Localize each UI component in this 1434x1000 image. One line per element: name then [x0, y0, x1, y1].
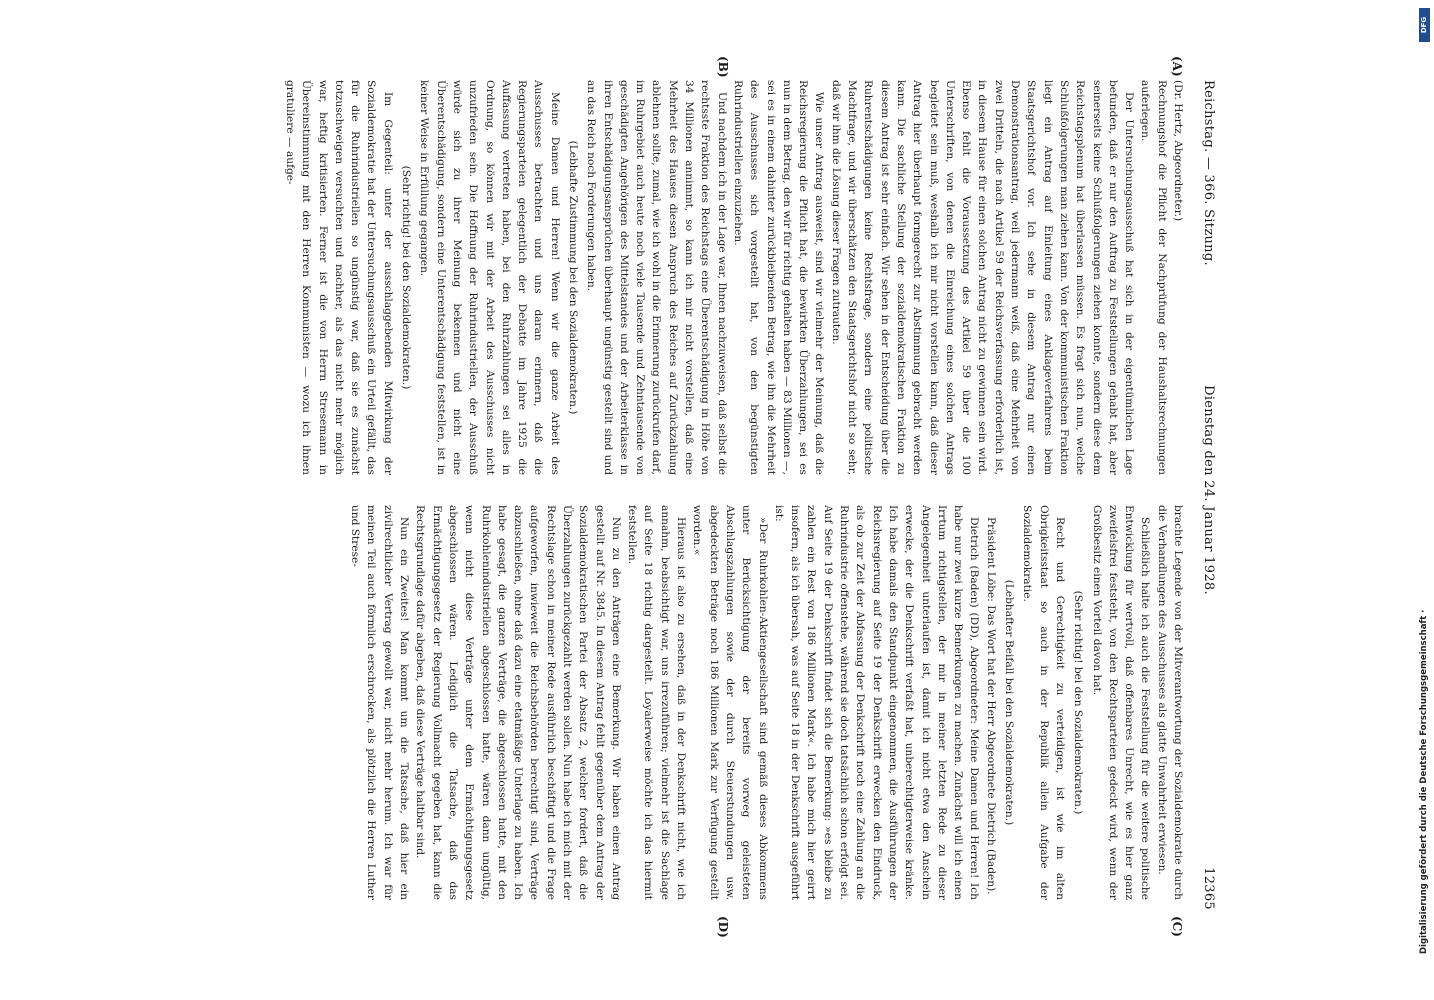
dfg-logo-text: DFG [1420, 16, 1428, 34]
paragraph: Dietrich (Baden) (DD), Abgeordneter: Meine Damen und Herren! Ich habe nur zwei kurze Bemerkungen zu machen. Zunächst will ich einen Irrtum richtigstellen, der mir in meiner letzten Rede zu dieser Angelegenheit unterlaufen ist, damit ich nicht etwa den Anschein erwecke, der die Denkschrift verfaßt hat, unberechtigterweise kränke. Ich habe damals den Standpunkt eingenommen, die Ausführungen der Reichsregierung auf Seite 19 der Denkschrift erwecken den Eindruck, als ob zur Zeit der Abfassung der Denkschrift noch eine Zahlung an die Ruhrindustrie offenstehe, während sie doch tatsächlich schon erfolgt sei. Auf Seite 19 der Denkschrift findet sich die Bemerkung: »es bleibe zu zahlen ein Rest von 186 Millionen Mark«. Ich habe mich hier geirrt insofern, als ich übersah, was auf Seite 18 in der Denkschrift ausgeführt ist: [772, 505, 981, 900]
margin-marker-b: (B) [716, 56, 730, 78]
margin-marker-c: (C) [1170, 916, 1184, 937]
paragraph: Der Untersuchungsausschuß hat sich in der eigentümlichen Lage befunden, daß er nur den Auftrag zu Feststellungen gehabt hat, aber seinerseits keine Schlußfolgerungen ziehen konnte, sondern diese dem Reichstagsplenum hat überlassen müssen. Es fragt sich nun, welche Schlußfolgerungen man ziehen kann. Von der kommunistischen Fraktion liegt ein Antrag auf Einleitung eines Anklageverfahrens beim Staatsgerichtshof vor. Ich sehe in diesem Antrag nur einen Demonstrationsantrag, weil jedermann weiß, daß eine Mehrheit von zwei Dritteln, die nach Artikel 59 der Reichsverfassung erforderlich ist, in diesem Hause für einen solchen Antrag nicht zu gewinnen sein wird. Ebenso fehlt die Voraussetzung des Artikel 59 über die 100 Unterschriften, von denen die Einreichung eines solchen Antrags begleitet sein muß, weshalb ich mir nicht vorstellen kann, daß dieser Antrag hier überhaupt formgerecht zur Abstimmung gebracht werden kann. Die sachliche Stellung der sozialdemokratischen Fraktion zu diesem Antrag ist sehr einfach. Wir sehen in der Entscheidung über die Ruhrentschädigungen keine Rechtsfrage, sondern eine politische Machtfrage, und wir überschätzen den Staatsgerichtshof nicht so sehr, daß wir ihm die Lösung dieser Fragen zutrauten. [829, 80, 1136, 475]
margin-marker-d: (D) [716, 916, 730, 938]
digitization-note [1417, 6, 1431, 996]
paragraph: Nun zu den Anträgen eine Bemerkung. Wir haben einen Antrag gestellt auf Nr. 3845. In diesem Antrag fehlt gegenüber dem Antrag der Sozialdemokratischen Partei der Absatz 2, welcher fordert, daß die Überzahlungen zurückgezahlt werden sollen. Nun habe ich mich mit der Rechtslage schon in meiner Rede ausführlich beschäftigt und die Frage aufgeworfen, inwieweit die Reichsbehörden berechtigt sind, Verträge abzuschließen, ohne daß dazu eine etatmäßige Unterlage zu haben. Ich habe gesagt, die ganzen Verträge, die abgeschlossen hatte, mit den Ruhrkohlenindustriellen abgeschlossen hatte, wären dann ungültig, wenn nicht diese Verträge unter dem Ermächtigungsgesetz abgeschlossen wären. Lediglich die Tatsache, daß das Ermächtigungsgesetz der Regierung Vollmacht gegeben hat, kann die Rechtsgrundlage dafür abgeben, daß diese Verträge haltbar sind. [414, 505, 622, 900]
interjection: (Sehr richtig! bei den Sozialdemokraten.) [400, 165, 413, 390]
speaker-note: (Dr. Hertz, Abgeordneter.) [1172, 80, 1184, 222]
paragraph: Hieraus ist also zu ersehen, daß in der Denkschrift nicht, wie ich annahm, beabsichtigt war, uns irrezuführen; vielmehr ist die Sachlage auf Seite 18 richtig dargestellt. Loyalerweise möchte ich das hiermit feststellen. [626, 505, 688, 900]
presiding-officer-line: Präsident Löbe: Das Wort hat der Herr Abgeordnete Dietrich (Baden). [984, 517, 997, 895]
document-page [100, 56, 1220, 938]
interjection: (Lebhafte Zustimmung bei den Sozialdemokraten.) [567, 140, 580, 415]
dfg-logo [1419, 8, 1430, 42]
header-left: Reichstag. — 366. Sitzung. [1201, 80, 1216, 266]
paragraph: brachte Legende von der Mitverantwortung der Sozialdemokratie durch die Verhandlungen des Ausschusses als glatte Unwahrheit erwiesen. [1155, 505, 1184, 900]
page-number: 12365 [1201, 867, 1216, 910]
paragraph: Und nachdem ich in der Lage war, Ihnen nachzuweisen, daß selbst die rechtsste Fraktion des Reichstags eine Überentschädigung in Höhe von 34 Millionen annimmt, so kann ich mir nicht vorstellen, daß eine Mehrheit des Hauses diesen Anspruch des Reiches auf Zurückzahlung ablehnen sollte, zumal, wie ich wohl in die Erinnerung zurückrufen darf, im Ruhrgebiet auch heute noch viele Tausende und Zehntausende von geschädigten Angehörigen des Mittelstandes und der Arbeiterklasse in ihren Entschädigungsansprüchen überhaupt ungünstig gestellt sind und an das Reich noch Forderungen haben. [585, 80, 728, 475]
paragraph: Rechnungshof die Pflicht der Nachprüfung der Haushaltsrechnungen auferlegen. [1139, 80, 1168, 475]
paragraph: Im Gegenteil: unter der ausschlaggebenden Mitwirkung der Sozialdemokratie hat der Untersuchungsausschuß ein Urteil gefällt, das für die Ruhrindustriellen so ungünstig war, daß sie es zunächst totzuschweigen versuchten und nachher, als das nicht mehr möglich war, heftig kritisierten. Ferner ist die von Herrn Stresemann in Übereinstimmung mit den Herren Kommunisten — wozu ich ihnen gratuliere — aufge- [283, 80, 394, 475]
paragraph: Wie unser Antrag ausweist, sind wir vielmehr der Meinung, daß die Reichsregierung die Pflicht hat, die bewirkten Überzahlungen, sei es nun in dem Betrag, den wir für richtig gehalten haben — 83 Millionen —, sei es in einem dahinter zurückbleibenden Betrag, wie ihn die Mehrheit des Ausschusses sich vorgestellt hat, von den begünstigten Ruhrindustriellen einzuziehen. [731, 80, 826, 475]
interjection: (Sehr richtig! bei den Sozialdemokraten.) [1072, 590, 1085, 815]
paragraph: Nun ein Zweites! Man kommt um die Tatsache, daß hier ein zivilrechtlicher Vertrag gewollt war, nicht mehr herum. Ich war für meinen Teil auch förmlich erschrocken, als plötzlich die Herren Luther und Strese- [349, 505, 411, 900]
right-column [106, 505, 1186, 900]
margin-marker-a: (A) [1170, 56, 1184, 77]
left-column [106, 80, 1186, 475]
page-header [1194, 80, 1220, 910]
paragraph: Meine Damen und Herren! Wenn wir die ganze Arbeit des Ausschusses betrachten und uns daran erinnern, daß die Regierungsparteien gelegentlich der Debatte im Jahre 1925 die Auffassung vertreten haben, bei den Ruhrzahlungen sei alles in Ordnung, so können wir mit der Arbeit des Ausschusses nicht unzufrieden sein. Die Hoffnung der Ruhrindustriellen, der Ausschuß würde sich zu ihrer Meinung bekennen und nicht eine Überentschädigung, sondern eine Unterentschädigung feststellen, ist in keiner Weise in Erfüllung gegangen. [418, 80, 561, 475]
header-date: Dienstag den 24. Januar 1928. [1201, 385, 1216, 595]
paragraph: Schließlich halte ich auch die Feststellung für die weitere politische Entwicklung für wertvoll, daß offenbares Unrecht, wie es hier ganz zweifelsfrei feststeht, von den Rechtsparteien gedeckt wird, wenn der Großbesitz einen Vorteil davon hat. [1090, 505, 1152, 900]
quotation: »Der Ruhrkohlen-Aktiengesellschaft sind gemäß dieses Abkommens unter Berücksichtigung der bereits vorweg geleisteten Abschlagszahlungen sowie der durch Steuerstundungen usw. abgedeckten Beträge noch 186 Millionen Mark zur Verfügung gestellt worden.« [691, 505, 769, 900]
interjection: (Lebhafter Beifall bei den Sozialdemokraten.) [1003, 579, 1016, 826]
paragraph: Recht und Gerechtigkeit zu verteidigen, ist wie im alten Obrigkeitsstaat so auch in der Republik allein Aufgabe der Sozialdemokratie. [1021, 505, 1066, 900]
digitization-text: Digitalisierung gefördert durch die Deutsche Forschungsgemeinschaft · [1419, 609, 1429, 954]
